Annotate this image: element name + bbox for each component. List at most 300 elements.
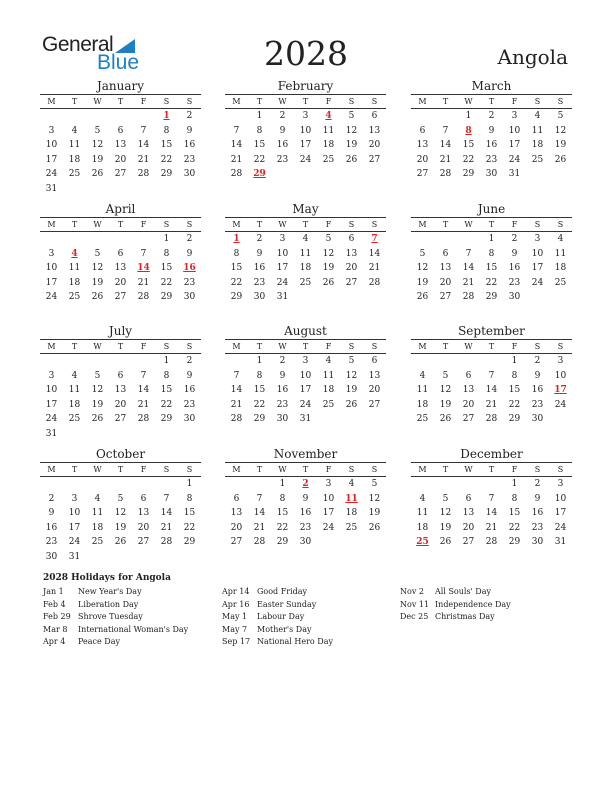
- month-june: [411, 201, 572, 305]
- empty-cell: [40, 109, 63, 124]
- day-cell: 3: [534, 234, 541, 244]
- holiday-name: New Year's Day: [78, 587, 142, 596]
- day-cell: 15: [485, 263, 498, 273]
- day-cell: 26: [345, 154, 358, 165]
- day-cell: 29: [253, 414, 266, 424]
- day-cell: 2: [186, 234, 193, 244]
- day-cell: 1: [186, 479, 193, 489]
- day-cell: 6: [117, 370, 124, 381]
- holiday-column: [222, 586, 333, 649]
- weekday-label: T: [256, 220, 263, 229]
- holiday-date: May 7: [222, 624, 248, 634]
- day-cell: 25: [322, 154, 335, 165]
- day-cell: 2: [534, 479, 541, 489]
- holiday-day-cell: 25: [416, 537, 429, 547]
- empty-cell: [109, 109, 132, 124]
- day-cell: 9: [186, 370, 193, 381]
- day-cell: 19: [439, 522, 452, 533]
- day-cell: 4: [302, 234, 309, 244]
- holiday-day-cell: 16: [183, 263, 196, 273]
- day-cell: 28: [137, 169, 150, 179]
- day-grid: [225, 477, 386, 550]
- day-cell: 17: [508, 140, 521, 150]
- day-cell: 3: [279, 234, 286, 244]
- weekday-label: S: [557, 220, 564, 229]
- day-cell: 10: [299, 370, 312, 381]
- holiday-date: Nov 11: [400, 599, 430, 609]
- empty-cell: [225, 109, 248, 124]
- day-cell: 8: [163, 125, 170, 136]
- day-cell: 11: [68, 140, 81, 150]
- day-cell: 17: [276, 263, 289, 273]
- day-cell: 1: [511, 356, 518, 366]
- day-cell: 20: [114, 277, 127, 288]
- holiday-day-cell: 17: [554, 385, 567, 395]
- day-cell: 5: [371, 479, 378, 489]
- holiday-day-cell: 1: [163, 111, 170, 121]
- day-cell: 27: [462, 537, 475, 547]
- day-cell: 27: [137, 537, 150, 547]
- day-cell: 9: [186, 248, 193, 259]
- day-cell: 24: [554, 399, 567, 410]
- day-cell: 18: [322, 385, 335, 395]
- day-cell: 24: [68, 537, 81, 547]
- day-cell: 12: [368, 493, 381, 504]
- weekday-label: S: [348, 220, 355, 229]
- day-cell: 26: [554, 154, 567, 165]
- holiday-name: Christmas Day: [435, 612, 495, 621]
- holiday-item: [222, 636, 333, 649]
- empty-cell: [109, 477, 132, 492]
- day-cell: 30: [531, 537, 544, 547]
- weekday-label: S: [348, 97, 355, 106]
- day-grid: [40, 477, 201, 564]
- day-cell: 31: [68, 551, 81, 562]
- day-cell: 23: [485, 154, 498, 165]
- empty-cell: [132, 109, 155, 124]
- day-cell: 15: [508, 508, 521, 518]
- empty-cell: [40, 354, 63, 369]
- day-cell: 13: [368, 125, 381, 136]
- day-cell: 3: [48, 248, 55, 259]
- day-cell: 27: [462, 414, 475, 424]
- day-cell: 23: [276, 399, 289, 410]
- weekday-label: F: [140, 97, 147, 106]
- holiday-item: [43, 611, 188, 624]
- day-cell: 16: [276, 385, 289, 395]
- day-cell: 11: [68, 385, 81, 395]
- day-cell: 27: [230, 537, 243, 547]
- day-cell: 16: [45, 522, 58, 533]
- day-cell: 28: [230, 169, 243, 179]
- day-cell: 19: [114, 522, 127, 533]
- month-february: [225, 78, 386, 182]
- day-cell: 9: [302, 493, 309, 504]
- day-cell: 15: [160, 140, 173, 150]
- day-cell: 13: [462, 385, 475, 395]
- weekday-label: T: [488, 97, 495, 106]
- day-cell: 17: [68, 522, 81, 533]
- day-cell: 19: [439, 399, 452, 410]
- day-cell: 20: [368, 140, 381, 150]
- holiday-date: Sep 17: [222, 637, 251, 646]
- day-cell: 29: [462, 169, 475, 179]
- day-cell: 17: [322, 508, 335, 518]
- day-cell: 31: [508, 169, 521, 179]
- day-cell: 23: [183, 277, 196, 288]
- holiday-date: Apr 4: [43, 637, 66, 646]
- day-cell: 20: [230, 522, 243, 533]
- day-cell: 6: [465, 493, 472, 504]
- weekday-label: M: [418, 97, 427, 106]
- day-cell: 15: [276, 508, 289, 518]
- day-cell: 15: [183, 508, 196, 518]
- holiday-name: Good Friday: [257, 587, 308, 596]
- weekday-label: T: [117, 342, 124, 351]
- day-cell: 21: [485, 399, 498, 410]
- day-cell: 3: [511, 111, 518, 121]
- day-cell: 24: [508, 154, 521, 165]
- day-cell: 12: [114, 508, 127, 518]
- day-cell: 20: [137, 522, 150, 533]
- day-cell: 28: [485, 537, 498, 547]
- day-cell: 26: [439, 537, 452, 547]
- day-grid: [40, 354, 201, 441]
- day-cell: 5: [442, 370, 449, 381]
- day-cell: 7: [442, 125, 449, 136]
- empty-cell: [40, 477, 63, 492]
- day-cell: 5: [442, 493, 449, 504]
- day-cell: 22: [160, 277, 173, 288]
- day-cell: 25: [68, 169, 81, 179]
- weekday-label: S: [163, 220, 170, 229]
- day-cell: 26: [114, 537, 127, 547]
- day-grid: [225, 354, 386, 427]
- weekday-label: T: [256, 97, 263, 106]
- day-cell: 12: [91, 140, 104, 150]
- day-cell: 22: [160, 399, 173, 410]
- weekday-label: T: [442, 342, 449, 351]
- empty-cell: [248, 477, 271, 492]
- day-cell: 30: [183, 169, 196, 179]
- weekday-header: [411, 462, 572, 477]
- weekday-header: [225, 217, 386, 232]
- day-cell: 9: [279, 370, 286, 381]
- day-cell: 23: [183, 154, 196, 165]
- month-title: April: [105, 202, 136, 216]
- weekday-label: T: [302, 342, 309, 351]
- day-cell: 29: [183, 537, 196, 547]
- weekday-label: S: [534, 97, 541, 106]
- day-cell: 10: [45, 385, 58, 395]
- day-cell: 27: [114, 169, 127, 179]
- month-title: January: [96, 79, 145, 93]
- day-cell: 11: [322, 370, 335, 381]
- day-cell: 21: [137, 277, 150, 288]
- weekday-label: S: [371, 97, 378, 106]
- day-cell: 2: [279, 356, 286, 366]
- day-cell: 28: [253, 537, 266, 547]
- empty-cell: [411, 354, 434, 369]
- day-cell: 9: [488, 125, 495, 136]
- day-cell: 18: [299, 263, 312, 273]
- holiday-date: May 1: [222, 612, 248, 621]
- day-cell: 25: [68, 414, 81, 424]
- holiday-name: Independence Day: [435, 599, 511, 609]
- month-title: March: [471, 79, 512, 93]
- day-cell: 26: [91, 292, 104, 302]
- day-grid: [225, 232, 386, 305]
- day-cell: 28: [137, 414, 150, 424]
- weekday-label: S: [534, 342, 541, 351]
- weekday-label: S: [557, 465, 564, 474]
- day-cell: 12: [439, 385, 452, 395]
- weekday-label: W: [278, 220, 287, 229]
- day-cell: 29: [230, 292, 243, 302]
- day-cell: 16: [485, 140, 498, 150]
- day-cell: 21: [160, 522, 173, 533]
- day-cell: 16: [531, 508, 544, 518]
- weekday-label: W: [464, 342, 473, 351]
- empty-cell: [63, 354, 86, 369]
- weekday-label: S: [371, 342, 378, 351]
- day-cell: 4: [419, 493, 426, 504]
- day-cell: 10: [554, 370, 567, 381]
- day-cell: 9: [534, 493, 541, 504]
- day-cell: 23: [508, 277, 521, 288]
- weekday-header: [40, 94, 201, 109]
- month-title: May: [292, 202, 319, 216]
- weekday-label: T: [117, 97, 124, 106]
- day-cell: 17: [45, 399, 58, 410]
- day-cell: 7: [140, 370, 147, 381]
- day-cell: 5: [419, 248, 426, 259]
- day-cell: 15: [160, 385, 173, 395]
- day-cell: 1: [279, 479, 286, 489]
- holiday-column: [400, 586, 511, 624]
- empty-cell: [457, 477, 480, 492]
- day-cell: 2: [256, 234, 263, 244]
- day-cell: 18: [416, 522, 429, 533]
- holiday-name: National Hero Day: [257, 637, 333, 646]
- day-cell: 1: [488, 234, 495, 244]
- empty-cell: [434, 232, 457, 247]
- day-cell: 21: [485, 522, 498, 533]
- day-cell: 16: [508, 263, 521, 273]
- day-cell: 13: [137, 508, 150, 518]
- empty-cell: [63, 232, 86, 247]
- day-cell: 4: [348, 479, 355, 489]
- weekday-header: [225, 462, 386, 477]
- day-cell: 19: [322, 263, 335, 273]
- day-cell: 24: [299, 154, 312, 165]
- day-cell: 12: [554, 125, 567, 136]
- day-cell: 17: [299, 140, 312, 150]
- day-cell: 24: [45, 414, 58, 424]
- weekday-label: T: [71, 342, 78, 351]
- day-cell: 29: [160, 414, 173, 424]
- empty-cell: [63, 477, 86, 492]
- day-cell: 24: [299, 399, 312, 410]
- day-cell: 31: [276, 292, 289, 302]
- day-cell: 6: [348, 234, 355, 244]
- day-cell: 4: [71, 125, 78, 136]
- day-cell: 22: [253, 399, 266, 410]
- day-cell: 6: [465, 370, 472, 381]
- day-cell: 12: [91, 385, 104, 395]
- day-cell: 15: [160, 263, 173, 273]
- day-cell: 28: [368, 277, 381, 288]
- holiday-item: [222, 586, 333, 599]
- day-cell: 24: [276, 277, 289, 288]
- day-cell: 14: [160, 508, 173, 518]
- day-cell: 12: [345, 125, 358, 136]
- holiday-item: [222, 599, 333, 612]
- day-cell: 2: [186, 111, 193, 121]
- day-cell: 13: [416, 140, 429, 150]
- day-grid: [225, 109, 386, 182]
- weekday-label: S: [371, 465, 378, 474]
- day-cell: 19: [91, 277, 104, 288]
- day-cell: 12: [439, 508, 452, 518]
- day-cell: 19: [554, 140, 567, 150]
- month-december: [411, 446, 572, 550]
- day-cell: 11: [416, 385, 429, 395]
- day-cell: 30: [485, 169, 498, 179]
- day-cell: 30: [253, 292, 266, 302]
- day-cell: 7: [233, 370, 240, 381]
- day-cell: 3: [302, 111, 309, 121]
- holiday-name: Labour Day: [257, 612, 305, 621]
- holiday-day-cell: 29: [253, 169, 266, 179]
- day-cell: 25: [299, 277, 312, 288]
- day-cell: 11: [554, 248, 567, 259]
- weekday-label: T: [256, 465, 263, 474]
- month-january: [40, 78, 201, 196]
- weekday-header: [411, 217, 572, 232]
- day-cell: 4: [94, 493, 101, 504]
- day-cell: 14: [368, 248, 381, 259]
- day-cell: 15: [462, 140, 475, 150]
- day-cell: 14: [439, 140, 452, 150]
- day-cell: 19: [368, 508, 381, 518]
- day-cell: 15: [253, 385, 266, 395]
- weekday-label: T: [117, 220, 124, 229]
- weekday-label: F: [511, 220, 518, 229]
- day-cell: 5: [557, 111, 564, 121]
- day-cell: 13: [345, 248, 358, 259]
- day-cell: 3: [325, 479, 332, 489]
- month-title: November: [273, 447, 338, 461]
- holiday-item: [43, 624, 188, 637]
- month-november: [225, 446, 386, 550]
- empty-cell: [40, 232, 63, 247]
- day-cell: 25: [322, 399, 335, 410]
- day-cell: 21: [230, 399, 243, 410]
- day-cell: 21: [230, 154, 243, 165]
- day-grid: [411, 354, 572, 427]
- weekday-label: T: [488, 220, 495, 229]
- day-cell: 22: [462, 154, 475, 165]
- logo-text-general: General: [42, 33, 114, 56]
- day-cell: 30: [508, 292, 521, 302]
- holiday-day-cell: 2: [302, 479, 309, 489]
- weekday-label: W: [278, 342, 287, 351]
- holiday-date: Feb 29: [43, 612, 71, 621]
- holiday-date: Nov 2: [400, 587, 424, 596]
- empty-cell: [132, 232, 155, 247]
- day-cell: 19: [416, 277, 429, 288]
- day-cell: 1: [163, 356, 170, 366]
- day-cell: 2: [48, 493, 55, 504]
- day-cell: 6: [371, 356, 378, 366]
- day-cell: 27: [114, 292, 127, 302]
- day-cell: 12: [416, 263, 429, 273]
- weekday-label: W: [278, 97, 287, 106]
- weekday-header: [40, 462, 201, 477]
- day-cell: 23: [253, 277, 266, 288]
- day-cell: 16: [531, 385, 544, 395]
- day-cell: 23: [276, 154, 289, 165]
- day-cell: 3: [557, 479, 564, 489]
- empty-cell: [109, 232, 132, 247]
- day-grid: [40, 232, 201, 305]
- day-cell: 17: [45, 277, 58, 288]
- day-cell: 18: [345, 508, 358, 518]
- holiday-date: Apr 14: [222, 587, 250, 596]
- weekday-label: T: [488, 342, 495, 351]
- empty-cell: [225, 354, 248, 369]
- day-cell: 6: [140, 493, 147, 504]
- weekday-label: S: [348, 342, 355, 351]
- day-cell: 31: [45, 428, 58, 439]
- month-title: September: [458, 324, 525, 338]
- day-cell: 5: [94, 125, 101, 136]
- day-cell: 14: [462, 263, 475, 273]
- day-cell: 18: [416, 399, 429, 410]
- day-cell: 5: [117, 493, 124, 504]
- day-cell: 9: [534, 370, 541, 381]
- day-cell: 14: [137, 385, 150, 395]
- day-cell: 28: [230, 414, 243, 424]
- empty-cell: [434, 354, 457, 369]
- day-cell: 23: [531, 399, 544, 410]
- weekday-label: F: [325, 465, 332, 474]
- empty-cell: [457, 232, 480, 247]
- weekday-label: S: [534, 220, 541, 229]
- day-cell: 20: [462, 522, 475, 533]
- weekday-label: F: [511, 342, 518, 351]
- day-cell: 22: [276, 522, 289, 533]
- day-cell: 29: [508, 414, 521, 424]
- day-cell: 26: [91, 169, 104, 179]
- day-cell: 25: [416, 414, 429, 424]
- day-cell: 26: [91, 414, 104, 424]
- day-cell: 9: [48, 508, 55, 518]
- weekday-label: S: [186, 465, 193, 474]
- day-cell: 16: [299, 508, 312, 518]
- day-cell: 8: [279, 493, 286, 504]
- day-cell: 21: [368, 263, 381, 273]
- day-cell: 14: [137, 140, 150, 150]
- day-cell: 26: [368, 522, 381, 533]
- weekday-label: S: [557, 97, 564, 106]
- day-cell: 17: [299, 385, 312, 395]
- weekday-label: M: [418, 342, 427, 351]
- weekday-label: F: [140, 465, 147, 474]
- weekday-label: T: [71, 220, 78, 229]
- day-cell: 24: [45, 292, 58, 302]
